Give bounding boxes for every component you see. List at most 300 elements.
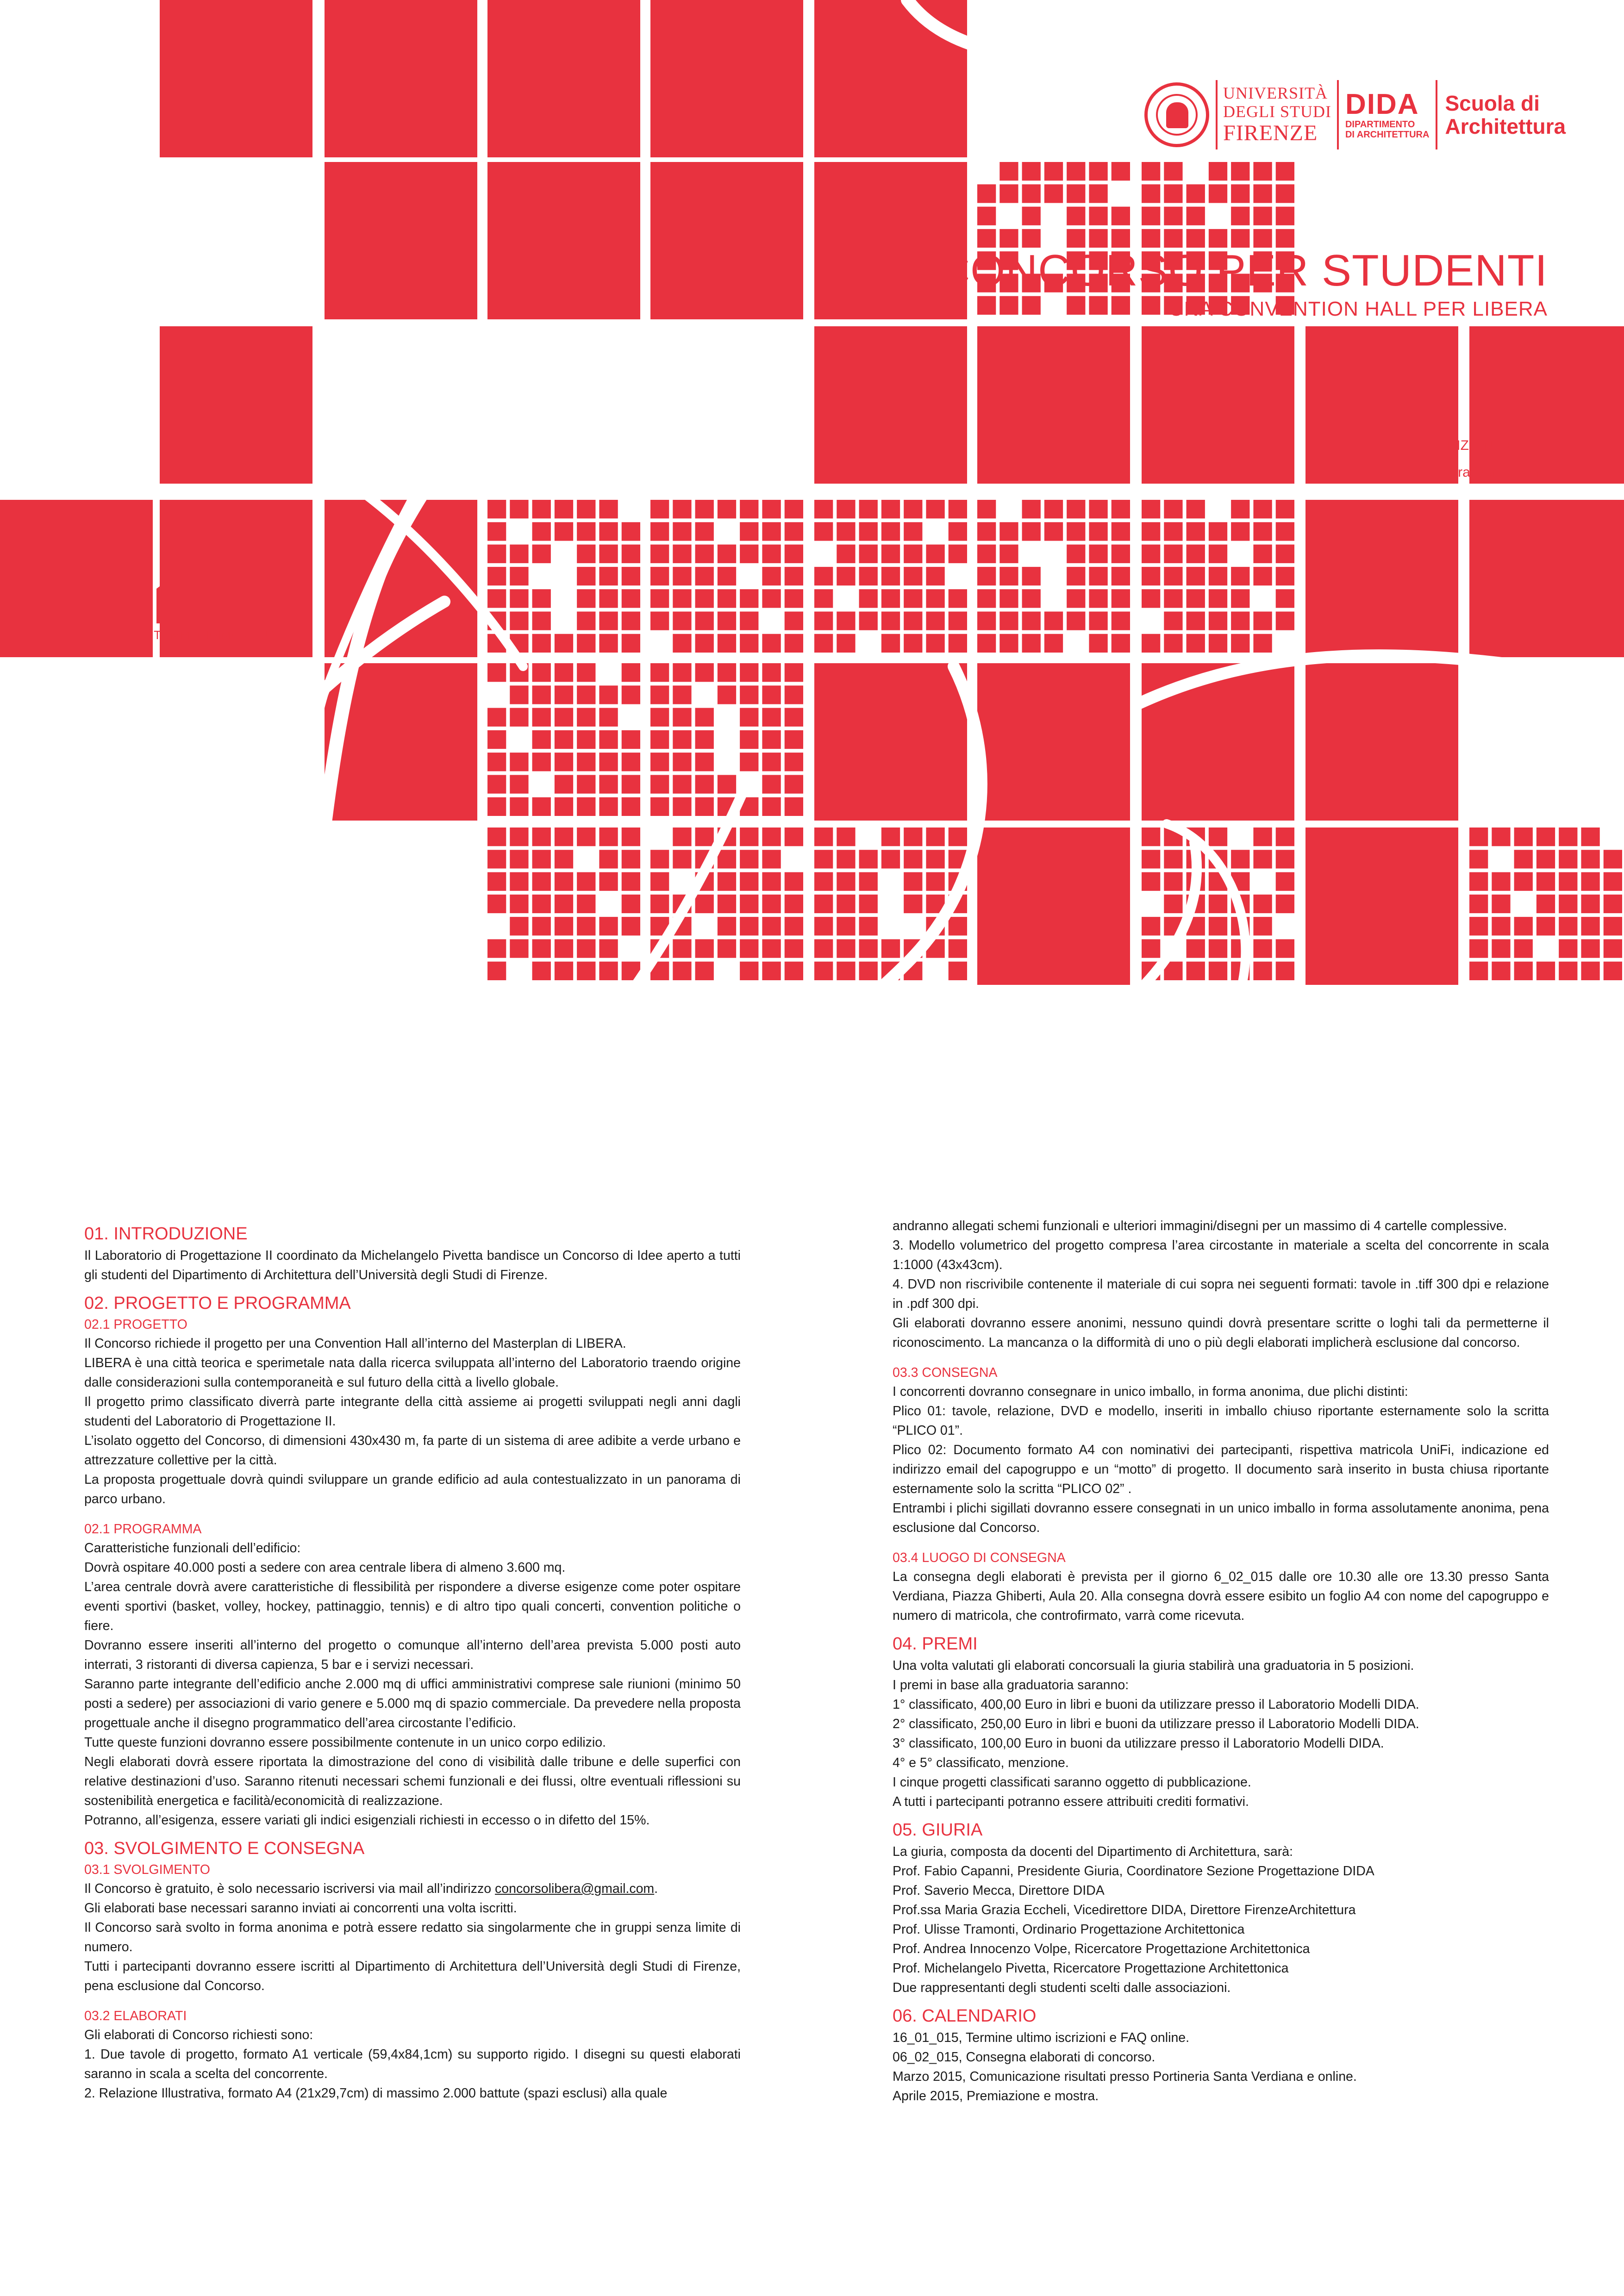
list-item: 4° e 5° classificato, menzione. xyxy=(893,1755,1069,1770)
building-cell xyxy=(622,850,640,868)
paragraph: Il Concorso sarà svolto in forma anonima e potrà essere redatto sia singolarmente che in gruppi senza limite di numero. xyxy=(84,1920,741,1954)
building-cell xyxy=(1276,500,1294,518)
building-cell xyxy=(622,828,640,846)
paragraph: Il progetto primo classificato diverrà parte integrante della città assieme ai progetti sviluppati negli anni dagli studenti del Laboratorio di Progettazione II. xyxy=(84,1394,741,1429)
building-cell xyxy=(1492,962,1510,980)
building-cell xyxy=(695,962,714,980)
building-cell xyxy=(1044,500,1063,518)
building-cell xyxy=(555,708,573,727)
contact-email-link[interactable]: concorsolibera@gmail.com xyxy=(1380,465,1548,480)
text: Il Concorso è gratuito, è solo necessario iscriversi via mail all’indirizzo xyxy=(84,1881,495,1896)
list-item: Due rappresentanti degli studenti scelti dalle associazioni. xyxy=(893,1980,1231,1995)
building-cell xyxy=(555,634,573,653)
building-cell xyxy=(673,939,691,958)
university-line-2: DEGLI STUDI xyxy=(1223,102,1331,121)
building-cell xyxy=(814,917,833,935)
paragraph: L’area centrale dovrà avere caratteristiche di flessibilità per rispondere a diverse esigenze come poter ospitare eventi sportivi (basket, volley, hockey, pattinaggio, tennis) e di altro tipo quali concerti, convention politiche o fiere. xyxy=(84,1580,741,1633)
building-cell xyxy=(1253,522,1272,541)
building-cell xyxy=(1022,634,1041,653)
school-line-2: Architettura xyxy=(1445,114,1566,138)
building-cell xyxy=(859,850,878,868)
building-cell xyxy=(740,850,758,868)
dida-logo xyxy=(1339,80,1437,149)
building-cell xyxy=(695,828,714,846)
building-cell xyxy=(695,663,714,682)
building-cell xyxy=(1142,545,1160,563)
building-cell xyxy=(1067,460,1085,479)
building-cell xyxy=(1276,939,1294,958)
building-cell xyxy=(1067,348,1085,367)
building-cell xyxy=(977,611,996,630)
paragraph: Dovrà ospitare 40.000 posti a sedere con area centrale libera di almeno 3.600 mq. xyxy=(84,1560,566,1575)
building-cell xyxy=(555,828,573,846)
building-cell xyxy=(1089,460,1107,479)
building-cell xyxy=(510,828,528,846)
building-cell xyxy=(1022,589,1041,608)
building-cell xyxy=(532,545,551,563)
building-cell xyxy=(762,775,781,793)
building-cell xyxy=(926,611,944,630)
building-cell xyxy=(1164,184,1182,203)
building-cell xyxy=(1112,348,1130,367)
list-item: Marzo 2015, Comunicazione risultati presso Portineria Santa Verdiana e online. xyxy=(893,2069,1357,2084)
building-cell xyxy=(977,438,996,456)
university-logo-text xyxy=(1216,80,1339,149)
building-cell xyxy=(814,567,833,585)
building-cell xyxy=(999,393,1018,412)
building-cell xyxy=(785,828,803,846)
building-cell xyxy=(622,753,640,771)
building-cell xyxy=(859,567,878,585)
building-cell xyxy=(577,545,595,563)
building-cell xyxy=(762,634,781,653)
building-cell xyxy=(904,611,922,630)
building-cell xyxy=(1044,184,1063,203)
building-cell xyxy=(904,545,922,563)
building-cell xyxy=(487,797,506,816)
building-cell xyxy=(673,828,691,846)
building-cell xyxy=(859,611,878,630)
building-cell xyxy=(1044,460,1063,479)
building-cell xyxy=(599,611,618,630)
building-cell xyxy=(1514,850,1533,868)
paragraph: Entrambi i plichi sigillati dovranno essere consegnati in un unico imballo in forma assolutamente anonima, pena esclusione dal Concorso. xyxy=(893,1501,1549,1535)
building-cell xyxy=(1142,828,1160,846)
building-cell xyxy=(949,634,967,653)
paragraph: Potranno, all’esigenza, essere variati gli indici esigenziali richiesti in eccesso o in difetto del 15%. xyxy=(84,1813,650,1828)
building-cell xyxy=(1022,416,1041,434)
club-label: TOMMI DIDIMO CLUB xyxy=(154,628,276,642)
building-cell xyxy=(1209,895,1227,913)
building-cell xyxy=(881,828,900,846)
building-cell xyxy=(785,797,803,816)
building-cell xyxy=(532,797,551,816)
building-cell xyxy=(1142,634,1160,653)
building-cell xyxy=(1022,326,1041,345)
city-block xyxy=(650,162,803,319)
building-cell xyxy=(1112,522,1130,541)
building-cell xyxy=(1253,939,1272,958)
building-cell xyxy=(695,797,714,816)
paragraph: Tutti i partecipanti dovranno essere iscritti al Dipartimento di Architettura dell’Università degli Studi di Firenze, pena esclusione dal Concorso. xyxy=(84,1959,741,1993)
building-cell xyxy=(577,522,595,541)
right-column xyxy=(893,1216,1549,2106)
building-cell xyxy=(837,895,855,913)
building-cell xyxy=(532,730,551,749)
building-cell xyxy=(1089,567,1107,585)
building-cell xyxy=(1142,917,1160,935)
building-cell xyxy=(1187,589,1205,608)
building-cell xyxy=(650,872,669,891)
building-cell xyxy=(532,522,551,541)
building-cell xyxy=(532,500,551,518)
building-cell xyxy=(1469,939,1488,958)
building-cell xyxy=(926,589,944,608)
building-cell xyxy=(532,753,551,771)
building-cell xyxy=(718,634,736,653)
building-cell xyxy=(1089,522,1107,541)
subsection-title: 02.1 PROGETTO xyxy=(84,1317,187,1332)
building-cell xyxy=(555,917,573,935)
building-cell xyxy=(762,545,781,563)
building-cell xyxy=(785,775,803,793)
left-column xyxy=(84,1222,741,2103)
building-cell xyxy=(1514,962,1533,980)
email-link[interactable]: concorsolibera@gmail.com xyxy=(495,1881,655,1896)
building-cell xyxy=(1514,828,1533,846)
building-cell xyxy=(999,184,1018,203)
building-cell xyxy=(1044,393,1063,412)
building-cell xyxy=(532,663,551,682)
building-cell xyxy=(881,589,900,608)
list-item: Prof. Michelangelo Pivetta, Ricercatore Progettazione Architettonica xyxy=(893,1961,1289,1976)
list-item: 3° classificato, 100,00 Euro in buoni da utilizzare presso il Laboratorio Modelli DIDA. xyxy=(893,1736,1384,1751)
building-cell xyxy=(1559,895,1577,913)
city-block xyxy=(0,500,153,657)
building-cell xyxy=(673,730,691,749)
building-cell xyxy=(1581,872,1599,891)
university-line-1: UNIVERSITÀ xyxy=(1223,84,1328,102)
section-title: 04. PREMI xyxy=(893,1634,978,1654)
building-cell xyxy=(650,685,669,704)
building-cell xyxy=(1559,872,1577,891)
building-cell xyxy=(1559,917,1577,935)
dida-sub-1: DIPARTIMENTO xyxy=(1345,119,1415,130)
building-cell xyxy=(977,500,996,518)
building-cell xyxy=(1044,438,1063,456)
building-cell xyxy=(1112,438,1130,456)
building-cell xyxy=(718,917,736,935)
building-cell xyxy=(695,545,714,563)
building-cell xyxy=(837,872,855,891)
building-cell xyxy=(762,797,781,816)
building-cell xyxy=(510,872,528,891)
building-cell xyxy=(599,797,618,816)
city-block xyxy=(1305,663,1458,821)
city-block xyxy=(1305,828,1458,985)
building-cell xyxy=(1559,828,1577,846)
building-cell xyxy=(555,872,573,891)
paragraph: Caratteristiche funzionali dell’edificio: xyxy=(84,1541,301,1556)
building-cell xyxy=(555,753,573,771)
building-cell xyxy=(673,753,691,771)
city-block xyxy=(325,0,477,157)
building-cell xyxy=(1164,567,1182,585)
list-item: 06_02_015, Consegna elaborati di concorso. xyxy=(893,2050,1156,2065)
building-cell xyxy=(785,872,803,891)
building-cell xyxy=(650,895,669,913)
building-cell xyxy=(1559,850,1577,868)
building-cell xyxy=(1164,207,1182,225)
building-cell xyxy=(814,634,833,653)
building-cell xyxy=(650,775,669,793)
building-cell xyxy=(949,939,967,958)
building-cell xyxy=(837,917,855,935)
paragraph: I concorrenti dovranno consegnare in unico imballo, in forma anonima, due plichi distinti: xyxy=(893,1384,1408,1399)
building-cell xyxy=(837,962,855,980)
building-cell xyxy=(1067,522,1085,541)
building-cell xyxy=(1164,872,1182,891)
building-cell xyxy=(1559,962,1577,980)
building-cell xyxy=(740,872,758,891)
building-cell xyxy=(487,730,506,749)
building-cell xyxy=(599,567,618,585)
building-cell xyxy=(532,708,551,727)
building-cell xyxy=(695,500,714,518)
building-cell xyxy=(555,962,573,980)
building-cell xyxy=(622,545,640,563)
paragraph: 2. Relazione Illustrativa, formato A4 (21x29,7cm) di massimo 2.000 battute (spazi esclusi) alla quale xyxy=(84,2086,668,2101)
building-cell xyxy=(1022,611,1041,630)
building-cell xyxy=(1044,634,1063,653)
building-cell xyxy=(1514,917,1533,935)
building-cell xyxy=(1067,438,1085,456)
building-cell xyxy=(1022,500,1041,518)
building-cell xyxy=(718,545,736,563)
paragraph: Saranno parte integrante dell’edificio anche 2.000 mq di uffici amministrativi comprese sale riunioni (minimo 50 posti a sedere) per associazioni di vario genere e 5.000 mq di spazio commerciale. Da prevedere nella proposta progettuale anche il disegno programmatico dell’area circostante l’edificio. xyxy=(84,1677,741,1730)
building-cell xyxy=(785,611,803,630)
building-cell xyxy=(999,634,1018,653)
building-cell xyxy=(1089,438,1107,456)
building-cell xyxy=(532,634,551,653)
building-cell xyxy=(599,634,618,653)
building-cell xyxy=(762,872,781,891)
building-cell xyxy=(1164,545,1182,563)
building-cell xyxy=(577,872,595,891)
building-cell xyxy=(977,371,996,390)
building-cell xyxy=(1253,962,1272,980)
building-cell xyxy=(532,872,551,891)
building-cell xyxy=(487,567,506,585)
building-cell xyxy=(695,730,714,749)
building-cell xyxy=(1112,393,1130,412)
building-cell xyxy=(859,939,878,958)
building-cell xyxy=(1209,828,1227,846)
building-cell xyxy=(673,545,691,563)
building-cell xyxy=(1231,207,1249,225)
building-cell xyxy=(1209,589,1227,608)
building-cell xyxy=(599,522,618,541)
building-cell xyxy=(695,939,714,958)
building-cell xyxy=(650,522,669,541)
building-cell xyxy=(1604,850,1622,868)
building-cell xyxy=(1537,828,1555,846)
building-cell xyxy=(673,663,691,682)
building-cell xyxy=(510,939,528,958)
building-cell xyxy=(695,753,714,771)
building-cell xyxy=(577,828,595,846)
building-cell xyxy=(1022,371,1041,390)
building-cell xyxy=(977,545,996,563)
building-cell xyxy=(1604,962,1622,980)
building-cell xyxy=(1581,895,1599,913)
building-cell xyxy=(532,895,551,913)
building-cell xyxy=(904,634,922,653)
paragraph: Negli elaborati dovrà essere riportata la dimostrazione del cono di visibilità dalle tribune e delle superfici con relative destinazioni d’uso. Saranno ritenuti necessari schemi funzionali e dei flussi, oltre eventuali riflessioni su sostenibilità energetica e facilità/economicità di realizzazione. xyxy=(84,1755,741,1808)
subsection-title: 03.2 ELABORATI xyxy=(84,2009,187,2023)
paragraph: Gli elaborati dovranno essere anonimi, nessuno quindi dovrà presentare scritte o loghi tali da permetterne il riconoscimento. La mancanza o la difformità di uno o più degli elaborati implicherà esclusione dal concorso. xyxy=(893,1316,1549,1350)
building-cell xyxy=(673,685,691,704)
city-block xyxy=(814,0,967,157)
building-cell xyxy=(762,663,781,682)
building-cell xyxy=(785,917,803,935)
subsection-title: 02.1 PROGRAMMA xyxy=(84,1522,202,1537)
building-cell xyxy=(1537,872,1555,891)
building-cell xyxy=(1112,567,1130,585)
building-cell xyxy=(622,634,640,653)
building-cell xyxy=(904,828,922,846)
building-cell xyxy=(487,500,506,518)
building-cell xyxy=(622,589,640,608)
building-cell xyxy=(487,522,506,541)
road-curve xyxy=(0,995,185,1101)
building-cell xyxy=(487,753,506,771)
building-cell xyxy=(1231,522,1249,541)
building-cell xyxy=(510,708,528,727)
building-cell xyxy=(1089,207,1107,225)
building-cell xyxy=(599,500,618,518)
building-cell xyxy=(555,850,573,868)
dida-title: DIDA xyxy=(1345,88,1419,120)
building-cell xyxy=(695,634,714,653)
building-cell xyxy=(577,500,595,518)
university-line-3: FIRENZE xyxy=(1223,121,1318,145)
building-cell xyxy=(1253,545,1272,563)
building-cell xyxy=(1112,611,1130,630)
building-cell xyxy=(814,850,833,868)
building-cell xyxy=(510,611,528,630)
building-cell xyxy=(1022,522,1041,541)
building-cell xyxy=(673,708,691,727)
building-cell xyxy=(740,962,758,980)
building-cell xyxy=(740,917,758,935)
building-cell xyxy=(577,730,595,749)
building-cell xyxy=(1089,162,1107,180)
building-cell xyxy=(510,895,528,913)
building-cell xyxy=(1231,634,1249,653)
building-cell xyxy=(904,872,922,891)
city-block xyxy=(487,0,640,157)
building-cell xyxy=(1112,634,1130,653)
building-cell xyxy=(762,685,781,704)
building-cell xyxy=(1067,184,1085,203)
building-cell xyxy=(673,775,691,793)
building-cell xyxy=(785,895,803,913)
building-cell xyxy=(510,797,528,816)
building-cell xyxy=(1469,850,1488,868)
building-cell xyxy=(837,545,855,563)
building-cell xyxy=(814,589,833,608)
building-cell xyxy=(785,545,803,563)
building-cell xyxy=(1276,611,1294,630)
building-cell xyxy=(577,895,595,913)
building-cell xyxy=(977,326,996,345)
building-cell xyxy=(673,850,691,868)
building-cell xyxy=(577,939,595,958)
building-cell xyxy=(1231,850,1249,868)
building-cell xyxy=(599,685,618,704)
building-cell xyxy=(762,522,781,541)
building-cell xyxy=(1112,500,1130,518)
building-cell xyxy=(1022,162,1041,180)
paragraph: Plico 02: Documento formato A4 con nominativi dei partecipanti, rispettiva matricola UniFi, indicazione ed indirizzo email del capogruppo e un “motto” di progetto. Il documento sarà inserito in busta chiusa riportante esternamente solo la scritta “PLICO 02” . xyxy=(893,1443,1549,1496)
building-cell xyxy=(1089,500,1107,518)
building-cell xyxy=(1067,500,1085,518)
building-cell xyxy=(999,348,1018,367)
building-cell xyxy=(577,775,595,793)
building-cell xyxy=(650,611,669,630)
building-cell xyxy=(949,545,967,563)
building-cell xyxy=(577,797,595,816)
building-cell xyxy=(510,850,528,868)
building-cell xyxy=(487,775,506,793)
building-cell xyxy=(904,500,922,518)
building-cell xyxy=(1581,917,1599,935)
building-cell xyxy=(599,708,618,727)
building-cell xyxy=(1164,522,1182,541)
building-cell xyxy=(977,416,996,434)
building-cell xyxy=(510,775,528,793)
building-cell xyxy=(814,872,833,891)
building-cell xyxy=(881,522,900,541)
school-logo xyxy=(1437,92,1566,138)
building-cell xyxy=(487,850,506,868)
building-cell xyxy=(673,611,691,630)
building-cell xyxy=(487,589,506,608)
building-cell xyxy=(814,939,833,958)
building-cell xyxy=(1231,184,1249,203)
building-cell xyxy=(718,611,736,630)
building-cell xyxy=(762,939,781,958)
section-title: 03. SVOLGIMENTO E CONSEGNA xyxy=(84,1839,365,1858)
building-cell xyxy=(859,962,878,980)
building-cell xyxy=(740,634,758,653)
building-cell xyxy=(999,416,1018,434)
building-cell xyxy=(1604,939,1622,958)
building-cell xyxy=(1231,162,1249,180)
building-cell xyxy=(555,797,573,816)
building-cell xyxy=(1537,895,1555,913)
city-block xyxy=(977,828,1130,985)
building-cell xyxy=(740,500,758,518)
building-cell xyxy=(1469,917,1488,935)
building-cell xyxy=(1022,207,1041,225)
building-cell xyxy=(577,917,595,935)
building-cell xyxy=(814,611,833,630)
building-cell xyxy=(577,753,595,771)
building-cell xyxy=(881,634,900,653)
building-cell xyxy=(859,545,878,563)
